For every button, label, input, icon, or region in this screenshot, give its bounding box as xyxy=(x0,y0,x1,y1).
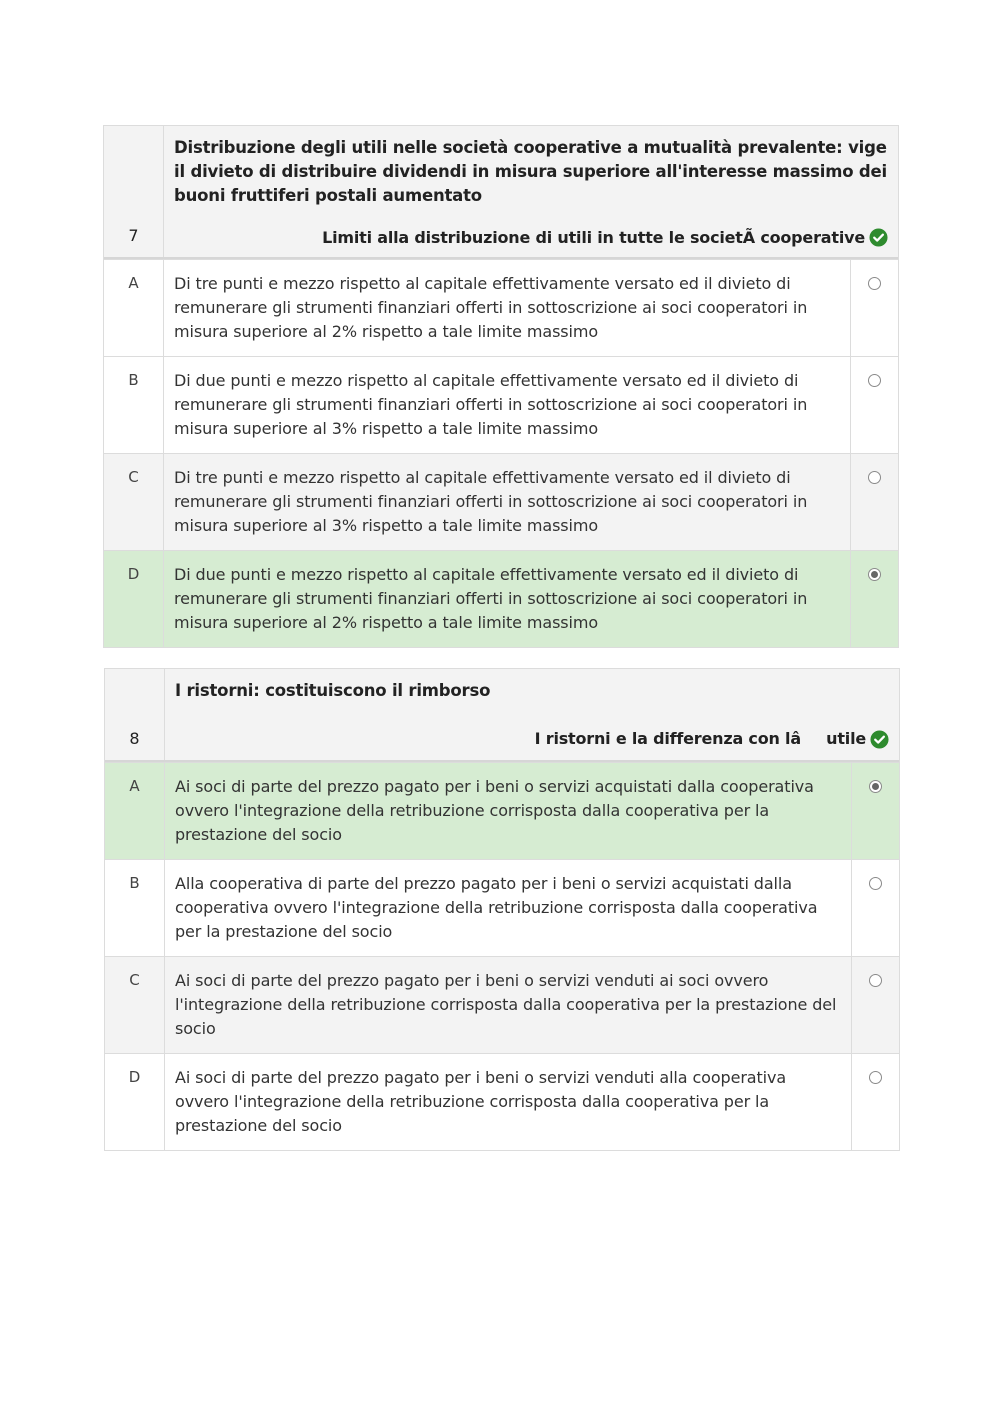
question-header xyxy=(105,669,899,762)
option-row-c[interactable] xyxy=(104,453,898,550)
topic-label: Limiti alla distribuzione di utili in tutte le societÃ cooperative xyxy=(322,228,865,247)
question-number: 7 xyxy=(104,126,164,257)
option-row-b[interactable] xyxy=(104,356,898,453)
option-text: Ai soci di parte del prezzo pagato per i beni o servizi venduti ai soci ovvero l'integrazione della retribuzione corrisposta dalla cooperativa per la prestazione del socio xyxy=(175,971,837,1038)
radio-button[interactable] xyxy=(868,374,881,387)
option-row-c[interactable] xyxy=(105,956,899,1053)
question-topic xyxy=(175,729,889,750)
radio-button-selected[interactable] xyxy=(868,568,881,581)
option-text: Ai soci di parte del prezzo pagato per i beni o servizi venduti alla cooperativa ovvero l'integrazione della retribuzione corrisposta dalla cooperativa per la prestazione del socio xyxy=(175,1068,787,1135)
radio-button[interactable] xyxy=(868,471,881,484)
radio-button[interactable] xyxy=(869,1071,882,1084)
option-row-d[interactable] xyxy=(104,550,898,647)
option-row-b[interactable] xyxy=(105,859,899,956)
option-letter: A xyxy=(105,763,165,859)
check-circle-icon xyxy=(869,228,888,247)
option-letter: D xyxy=(105,1054,165,1150)
option-letter: B xyxy=(104,357,164,453)
option-text: Di tre punti e mezzo rispetto al capitale effettivamente versato ed il divieto di remunerare gli strumenti finanziari offerti in sottoscrizione ai soci cooperatori in misura superiore al 3% rispetto a tale limite massimo xyxy=(174,468,808,535)
option-letter: A xyxy=(104,260,164,356)
option-row-d[interactable] xyxy=(105,1053,899,1150)
radio-button-selected[interactable] xyxy=(869,780,882,793)
option-row-a[interactable] xyxy=(104,259,898,356)
option-letter: C xyxy=(105,957,165,1053)
option-text: Di due punti e mezzo rispetto al capitale effettivamente versato ed il divieto di remunerare gli strumenti finanziari offerti in sottoscrizione ai soci cooperatori in misura superiore al 3% rispetto a tale limite massimo xyxy=(174,371,808,438)
question-number: 8 xyxy=(105,669,165,760)
option-text: Di due punti e mezzo rispetto al capitale effettivamente versato ed il divieto di remunerare gli strumenti finanziari offerti in sottoscrizione ai soci cooperatori in misura superiore al 2% rispetto a tale limite massimo xyxy=(174,565,808,632)
question-8 xyxy=(104,668,900,1151)
check-circle-icon xyxy=(870,730,889,749)
question-topic xyxy=(174,228,888,247)
topic-label: I ristorni e la differenza con lâutile xyxy=(534,729,866,748)
option-letter: C xyxy=(104,454,164,550)
radio-button[interactable] xyxy=(869,974,882,987)
question-text: Distribuzione degli utili nelle società cooperative a mutualità prevalente: vige il divieto di distribuire dividendi in misura superiore all'interesse massimo dei buoni fruttiferi postali aumentato xyxy=(174,138,887,205)
radio-button[interactable] xyxy=(868,277,881,290)
question-header xyxy=(104,126,898,259)
option-row-a[interactable] xyxy=(105,762,899,859)
question-7 xyxy=(103,125,899,648)
option-text: Alla cooperativa di parte del prezzo pagato per i beni o servizi acquistati dalla cooperativa ovvero l'integrazione della retribuzione corrisposta dalla cooperativa per la prestazione del socio xyxy=(175,874,818,941)
question-body xyxy=(164,126,898,257)
option-letter: B xyxy=(105,860,165,956)
question-body xyxy=(165,669,899,760)
option-letter: D xyxy=(104,551,164,647)
option-text: Di tre punti e mezzo rispetto al capitale effettivamente versato ed il divieto di remunerare gli strumenti finanziari offerti in sottoscrizione ai soci cooperatori in misura superiore al 2% rispetto a tale limite massimo xyxy=(174,274,808,341)
radio-button[interactable] xyxy=(869,877,882,890)
option-text: Ai soci di parte del prezzo pagato per i beni o servizi acquistati dalla cooperativa ovvero l'integrazione della retribuzione corrisposta dalla cooperativa per la prestazione del socio xyxy=(175,777,814,844)
question-text: I ristorni: costituiscono il rimborso xyxy=(175,681,491,700)
